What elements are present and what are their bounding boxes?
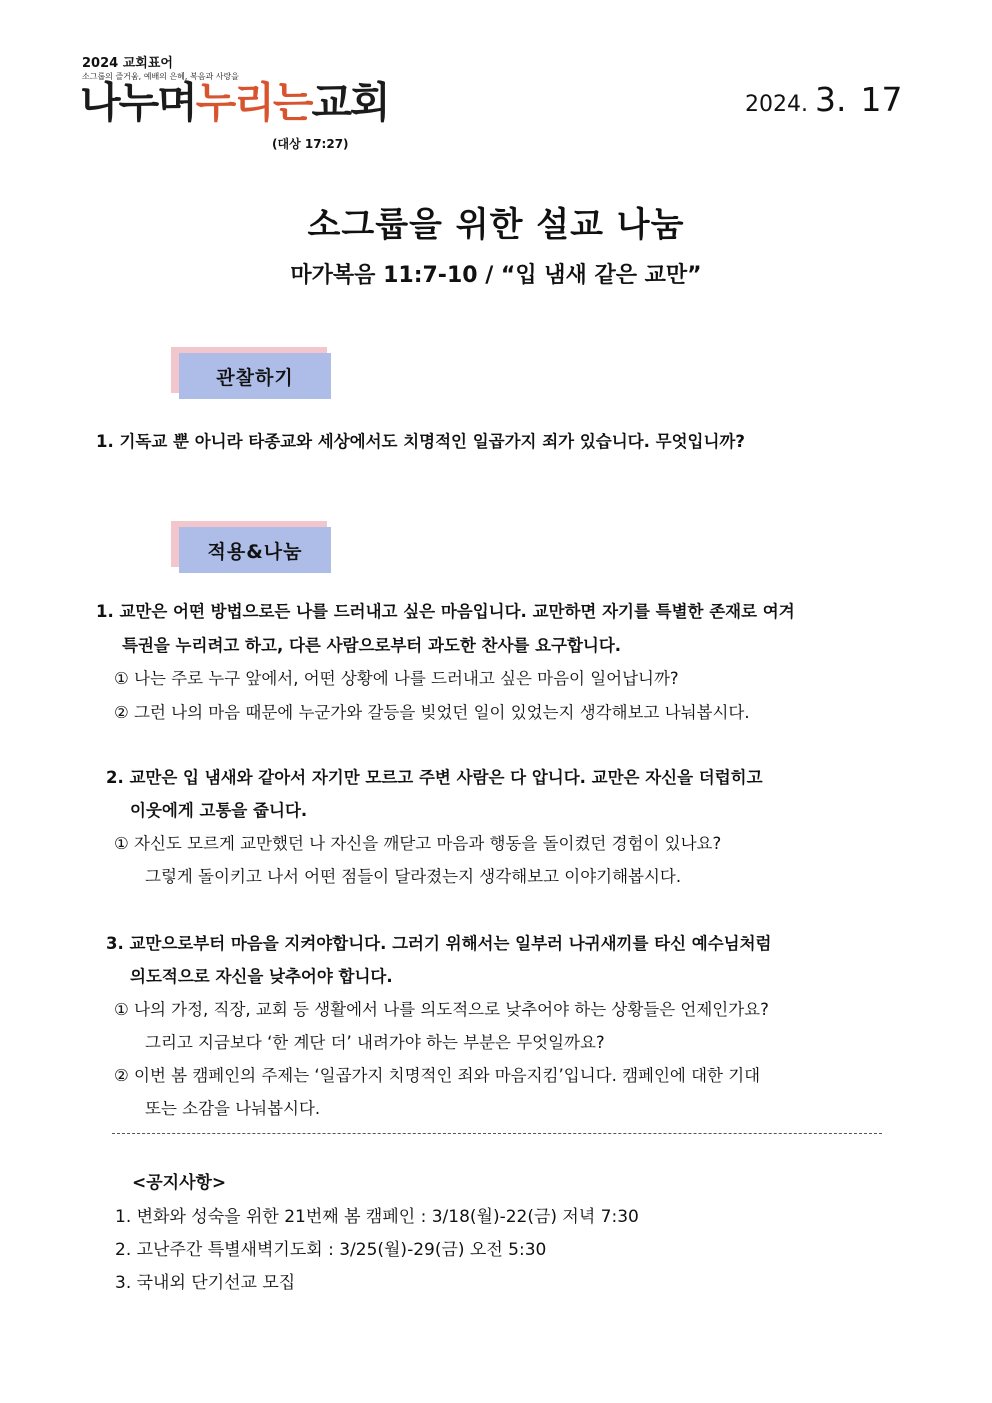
apply-point-3-question-a: ① 나의 가정, 직장, 교회 등 생활에서 나를 의도적으로 낮추어야 하는 상황들은 언제인가요?: [114, 1000, 769, 1019]
apply-point-3-line-1: 3. 교만으로부터 마음을 지켜야합니다. 그러기 위해서는 일부러 나귀새끼를 타신 예수님처럼: [106, 934, 772, 953]
notices-heading: <공지사항>: [132, 1173, 227, 1193]
badge-label: 관찰하기: [179, 353, 331, 399]
apply-point-2-line-2: 이웃에게 고통을 줍니다.: [130, 801, 308, 820]
motto-subtitle: 소그룹의 즐거움, 예배의 은혜, 복음과 사랑을: [82, 72, 239, 81]
notice-item-2: 2. 고난주간 특별새벽기도회 : 3/25(월)-29(금) 오전 5:30: [115, 1240, 547, 1260]
notice-item-3: 3. 국내외 단기선교 모집: [115, 1273, 296, 1293]
apply-point-3-question-a-cont: 그리고 지금보다 ‘한 계단 더’ 내려가야 하는 부분은 무엇일까요?: [145, 1033, 605, 1052]
date-year: 2024.: [745, 92, 808, 117]
motto-year-label: 2024 교회표어: [82, 56, 173, 71]
apply-point-3-question-b: ② 이번 봄 캠페인의 주제는 ‘일곱가지 치명적인 죄와 마음지킴’입니다. 캠페인에 대한 기대: [114, 1066, 761, 1085]
apply-point-3-line-2: 의도적으로 자신을 낮추어야 합니다.: [130, 967, 393, 986]
apply-point-1-question-b: ② 그런 나의 마음 때문에 누군가와 갈등을 빚었던 일이 있었는지 생각해보고 나눠봅시다.: [114, 703, 750, 722]
badge-label: 적용&나눔: [179, 527, 331, 573]
apply-point-1-line-2: 특권을 누리려고 하고, 다른 사람으로부터 과도한 찬사를 요구합니다.: [122, 636, 622, 655]
motto-part-2: 누리는: [195, 78, 312, 127]
motto-part-3: 교회: [311, 78, 389, 127]
motto-logo: [80, 78, 389, 127]
section-divider: [112, 1133, 882, 1134]
apply-point-1-line-1: 1. 교만은 어떤 방법으로든 나를 드러내고 싶은 마음입니다. 교만하면 자기를 특별한 존재로 여겨: [96, 602, 795, 621]
apply-point-2-line-1: 2. 교만은 입 냄새와 같아서 자기만 모르고 주변 사람은 다 압니다. 교만은 자신을 더럽히고: [106, 768, 763, 787]
apply-point-2-question-a: ① 자신도 모르게 교만했던 나 자신을 깨닫고 마음과 행동을 돌이켰던 경험이 있나요?: [114, 834, 722, 853]
section-badge-apply: [171, 521, 331, 573]
bulletin-date: [745, 80, 902, 119]
date-month: 3.: [814, 80, 847, 119]
motto-part-1: 나누며: [80, 78, 196, 127]
apply-point-2-question-a-cont: 그렇게 돌이키고 나서 어떤 점들이 달라졌는지 생각해보고 이야기해봅시다.: [145, 867, 682, 886]
observe-question-1: 1. 기독교 뿐 아니라 타종교와 세상에서도 치명적인 일곱가지 죄가 있습니다. 무엇입니까?: [96, 432, 745, 451]
apply-point-1-question-a: ① 나는 주로 누구 앞에서, 어떤 상황에 나를 드러내고 싶은 마음이 일어납니까?: [114, 669, 679, 688]
apply-point-3-question-b-cont: 또는 소감을 나눠봅시다.: [145, 1099, 321, 1118]
page-title: 소그룹을 위한 설교 나눔: [307, 205, 685, 245]
date-day: 17: [860, 80, 903, 119]
sermon-subtitle: 마가복음 11:7-10 / “입 냄새 같은 교만”: [290, 263, 702, 288]
notice-item-1: 1. 변화와 성숙을 위한 21번째 봄 캠페인 : 3/18(월)-22(금) 저녁 7:30: [115, 1207, 639, 1227]
section-badge-observe: [171, 347, 331, 399]
motto-reference: (대상 17:27): [272, 137, 349, 151]
